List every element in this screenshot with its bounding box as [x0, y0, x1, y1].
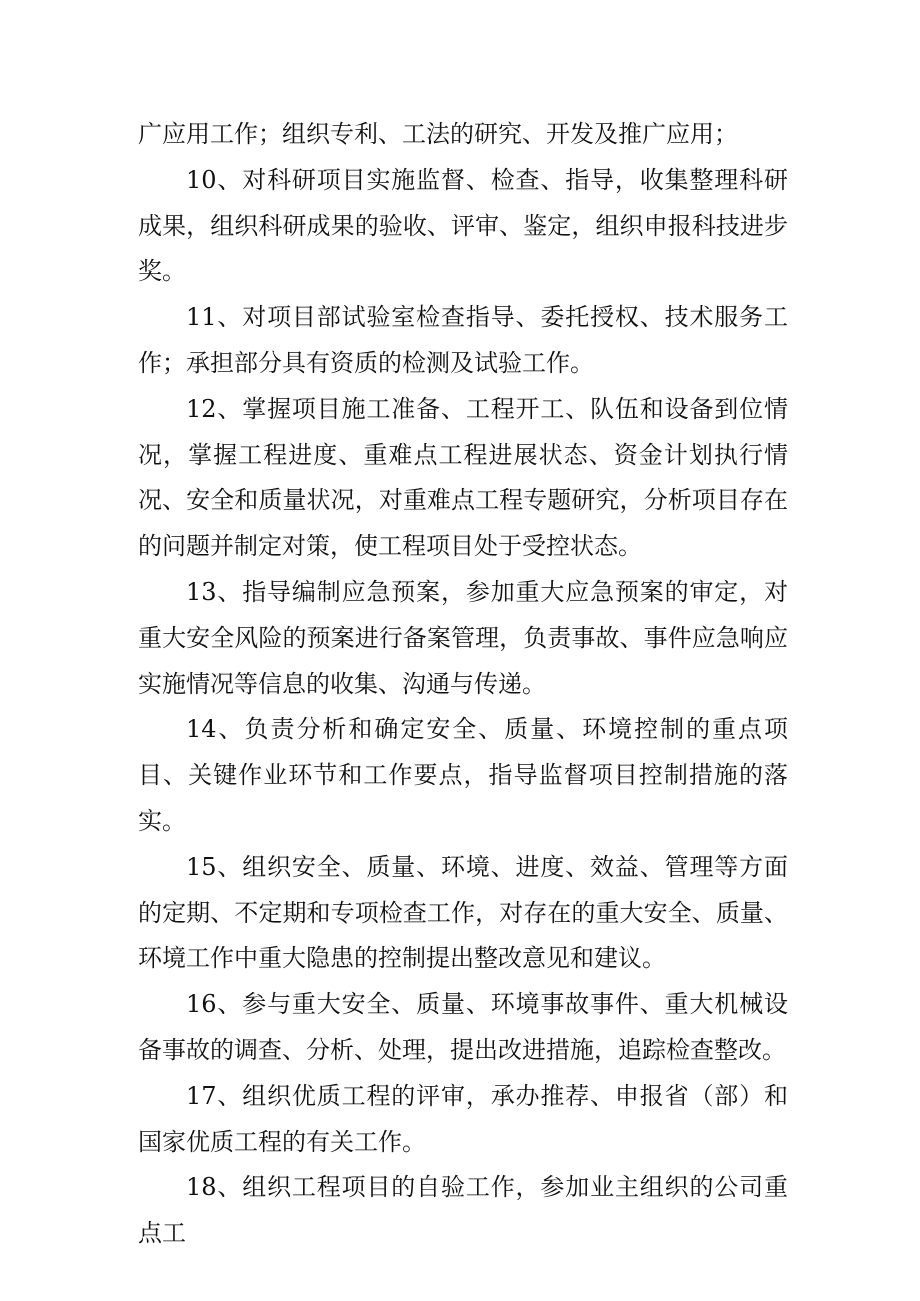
paragraph-item-14: 14、负责分析和确定安全、质量、环境控制的重点项目、关键作业环节和工作要点，指导监督项目控制措施的落实。 — [138, 715, 788, 835]
paragraph-item-15: 15、组织安全、质量、环境、进度、效益、管理等方面的定期、不定期和专项检查工作，对存在的重大安全、质量、环境工作中重大隐患的控制提出整改意见和建议。 — [138, 852, 788, 973]
paragraph-item-18: 18、组织工程项目的自验工作，参加业主组织的公司重点工 — [138, 1173, 788, 1248]
paragraph-item-13: 13、指导编制应急预案，参加重大应急预案的审定，对重大安全风险的预案进行备案管理，负责事故、事件应急响应实施情况等信息的收集、沟通与传递。 — [138, 577, 788, 698]
paragraph-item-17: 17、组织优质工程的评审，承办推荐、申报省（部）和国家优质工程的有关工作。 — [138, 1081, 788, 1156]
paragraph-item-12: 12、掌握项目施工准备、工程开工、队伍和设备到位情况，掌握工程进度、重难点工程进展状态、资金计划执行情况、安全和质量状况，对重难点工程专题研究，分析项目存在的问题并制定对策，使工程项目处于受控状态。 — [138, 394, 788, 561]
paragraph-item-11: 11、对项目部试验室检查指导、委托授权、技术服务工作；承担部分具有资质的检测及试验工作。 — [138, 303, 788, 377]
paragraph-continuation: 广应用工作；组织专利、工法的研究、开发及推广应用； — [138, 120, 738, 148]
document-body — [138, 112, 788, 1257]
paragraph-item-10: 10、对科研项目实施监督、检查、指导，收集整理科研成果，组织科研成果的验收、评审、鉴定，组织申报科技进步奖。 — [138, 165, 788, 286]
paragraph-item-16: 16、参与重大安全、质量、环境事故事件、重大机械设备事故的调查、分析、处理，提出改进措施，追踪检查整改。 — [138, 990, 788, 1064]
